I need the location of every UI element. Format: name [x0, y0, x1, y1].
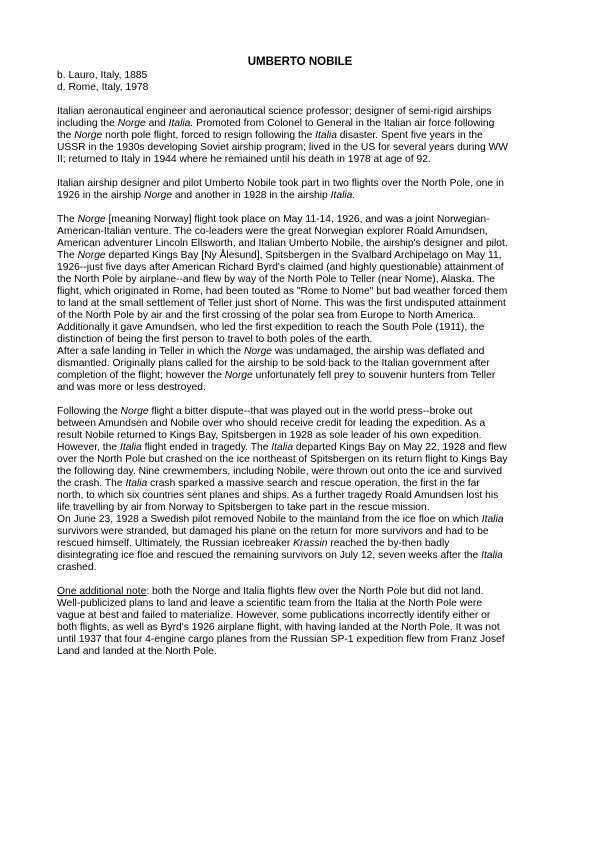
text-run: the following day. Nine crewmembers, including Nobile, were thrown out onto the ice and survived — [57, 466, 503, 477]
text-run: to land at the small settlement of Teller just short of Nome. This was the first undisputed attainment — [57, 298, 506, 309]
text-line — [57, 370, 543, 382]
text-run: completion of the flight; however the — [57, 370, 225, 381]
text-run: life travelling by air from Norway to Spitsbergen to take part in the rescue mission. — [57, 502, 430, 513]
text-line — [57, 526, 543, 538]
text-line — [57, 586, 543, 598]
text-line — [57, 214, 543, 226]
text-run: USSR in the 1930s developing Soviet airship program; lived in the US for several years during WW — [57, 142, 508, 153]
text-run: until 1937 that four 4-engine cargo planes from the Russian SP-1 expedition flew from Franz Josef — [57, 634, 505, 645]
text-line — [57, 250, 543, 262]
text-run: disintegrating ice floe and rescued the remaining survivors on July 12, seven weeks after the — [57, 550, 482, 561]
text-line — [57, 130, 543, 142]
text-run: the — [57, 130, 75, 141]
text-line — [57, 358, 543, 370]
text-run: unfortunately fell prey to souvenir hunters from Teller — [252, 370, 496, 381]
italic-text: Italia — [481, 550, 503, 561]
text-run: flight ended in tragedy. The — [141, 442, 272, 453]
text-run: On June 23, 1928 a Swedish pilot removed Nobile to the mainland from the ice floe on which — [57, 514, 482, 525]
text-run: Following the — [57, 406, 121, 417]
text-line — [57, 406, 543, 418]
italic-text: Italia — [125, 478, 148, 489]
text-run: dismantled. Originally plans called for the airship to be sold back to the Italian government after — [57, 358, 490, 369]
italic-text: Krassin — [293, 538, 328, 549]
text-run: departed Kings Bay [Ny Ålesund], Spitsbergen in the Svalbard Archipelago on May 11, — [105, 250, 502, 261]
text-run: crashed. — [57, 562, 97, 573]
paragraph-norge-flight — [57, 214, 543, 394]
italic-text: Norge — [224, 370, 253, 381]
text-run: disaster. Spent five years in the — [336, 130, 483, 141]
text-line — [57, 262, 543, 274]
italic-text: Norge — [77, 250, 106, 261]
text-line — [57, 286, 543, 298]
italic-text: Norge — [120, 406, 149, 417]
text-run: American-Italian venture. The co-leaders were the great Norwegian explorer Roald Amundsen, — [57, 226, 488, 237]
text-run: reached the by-then badly — [327, 538, 450, 549]
text-run: and another in 1928 in the airship — [172, 190, 331, 201]
text-run: vague at best and failed to materialize. However, some publications incorrectly identify either or — [57, 610, 491, 621]
text-line — [57, 622, 543, 634]
text-line — [57, 382, 543, 394]
page-title: UMBERTO NOBILE — [247, 56, 353, 68]
text-line — [57, 514, 543, 526]
text-run: After a safe landing in Teller in which the — [57, 346, 244, 357]
text-run: result Nobile returned to Kings Bay, Spitsbergen in 1928 as sole leader of his own expedition. — [57, 430, 482, 441]
text-line — [57, 550, 543, 562]
text-run: of the North Pole by air and the first crossing of the polar sea from Europe to North America. — [57, 310, 476, 321]
text-run: departed Kings Bay on May 22, 1928 and flew — [293, 442, 507, 453]
text-run: Well-publicized plans to land and leave a scientific team from the Italia at the North Pole were — [57, 598, 483, 609]
text-run: Land and landed at the North Pole. — [57, 646, 217, 657]
text-run: 1926--just five days after American Richard Byrd's claimed (and highly questionable) attainment of — [57, 262, 504, 273]
text-line — [57, 154, 543, 166]
italic-text: Italia — [119, 442, 142, 453]
text-run: survivors were stranded, but damaged his plane on the return for more survivors and had to be — [57, 526, 489, 537]
text-line — [57, 610, 543, 622]
italic-text: Norge — [77, 214, 106, 225]
text-run: including the — [57, 118, 118, 129]
text-line — [57, 646, 543, 658]
text-run: American adventurer Lincoln Ellsworth, and Italian Umberto Nobile, the airship's designer and pilot. — [57, 238, 508, 249]
text-run: Promoted from Colonel to General in the Italian air force following — [193, 118, 495, 129]
document-page — [57, 56, 543, 658]
spacer — [57, 394, 543, 406]
text-line — [57, 238, 543, 250]
underlined-text: One additional note — [57, 586, 147, 597]
text-run: the crash. The — [57, 478, 126, 489]
text-run: flight a bitter dispute--that was played out in the world press--broke out — [148, 406, 473, 417]
text-run: between Amundsen and Nobile over who should receive credit for leading the expedition. As a — [57, 418, 486, 429]
text-line — [57, 178, 543, 190]
text-run: [meaning Norway] flight took place on May 11-14, 1926, and was a joint Norwegian- — [105, 214, 490, 225]
text-run: the North Pole by airplane--and flew by way of the North Pole to Teller (near Nome), Alaska. The — [57, 274, 496, 285]
text-line — [57, 430, 543, 442]
text-run: Italian airship designer and pilot Umberto Nobile took part in two flights over the North Pole, one in — [57, 178, 505, 189]
spacer — [57, 94, 543, 106]
text-line — [57, 454, 543, 466]
text-run: The — [57, 214, 78, 225]
text-run: both flights, as well as Byrd's 1926 airplane flight, with having landed at the North Pole. It was not — [57, 622, 500, 633]
text-run: flight, which originated in Rome, had been touted as "Rome to Nome" but bad weather forced them — [57, 286, 508, 297]
text-line — [57, 118, 543, 130]
text-line — [57, 310, 543, 322]
text-line — [57, 490, 543, 502]
text-line — [57, 502, 543, 514]
paragraph-additional-note — [57, 586, 543, 658]
text-run: Italian aeronautical engineer and aeronautical science professor; designer of semi-rigid airships — [57, 106, 492, 117]
text-line — [57, 598, 543, 610]
spacer — [57, 574, 543, 586]
text-line — [57, 442, 543, 454]
text-line — [57, 634, 543, 646]
italic-text: Italia — [481, 514, 504, 525]
text-line — [57, 142, 543, 154]
text-run: distinction of being the first person to travel to both poles of the earth. — [57, 334, 373, 345]
text-run: The — [57, 250, 78, 261]
italic-text: Italia. — [330, 190, 356, 201]
text-line — [57, 322, 543, 334]
paragraph-biography — [57, 106, 543, 166]
text-line — [57, 226, 543, 238]
text-line — [57, 466, 543, 478]
text-run: over the North Pole but crashed on the ice northeast of Spitsbergen on its return flight to Kings Bay — [57, 454, 508, 465]
italic-text: Italia — [315, 130, 337, 141]
text-line — [57, 298, 543, 310]
text-line — [57, 562, 543, 574]
text-run: 1926 in the airship — [57, 190, 145, 201]
paragraph-italia-flight — [57, 406, 543, 574]
italic-text: Italia. — [168, 118, 194, 129]
text-run: north pole flight, forced to resign following the — [102, 130, 316, 141]
text-run: and was more or less destroyed. — [57, 382, 206, 393]
text-line — [57, 190, 543, 202]
spacer — [57, 202, 543, 214]
italic-text: Norge — [243, 346, 273, 357]
text-run: north, to which six countries sent planes and ships. As a further tragedy Roald Amundsen lost his — [57, 490, 499, 501]
text-run: However, the — [57, 442, 120, 453]
text-run: crash sparked a massive search and rescue operation, the first in the far — [147, 478, 480, 489]
text-run: and — [145, 118, 169, 129]
text-line — [57, 478, 543, 490]
spacer — [57, 166, 543, 178]
text-line — [57, 418, 543, 430]
italic-text: Norge — [144, 190, 173, 201]
text-line — [57, 106, 543, 118]
text-line — [57, 538, 543, 550]
text-line — [57, 274, 543, 286]
italic-text: Italia — [271, 442, 294, 453]
italic-text: Norge — [74, 130, 103, 141]
text-line — [57, 346, 543, 358]
text-run: : both the Norge and Italia flights flew over the North Pole but did not land. — [146, 586, 484, 597]
death-line: d. Rome, Italy, 1978 — [57, 82, 149, 93]
text-run: rescued himself. Ultimately, the Russian icebreaker — [57, 538, 294, 549]
italic-text: Norge — [117, 118, 146, 129]
text-run: was undamaged, the airship was deflated and — [272, 346, 485, 357]
text-run: Additionally it gave Amundsen, who led the first expedition to reach the South Pole (1911), the — [57, 322, 485, 333]
text-line — [57, 334, 543, 346]
text-run: II; returned to Italy in 1944 where he remained until his death in 1978 at age of 92. — [57, 154, 431, 165]
paragraph-summary — [57, 178, 543, 202]
birth-line: b. Lauro, Italy, 1885 — [57, 70, 148, 81]
